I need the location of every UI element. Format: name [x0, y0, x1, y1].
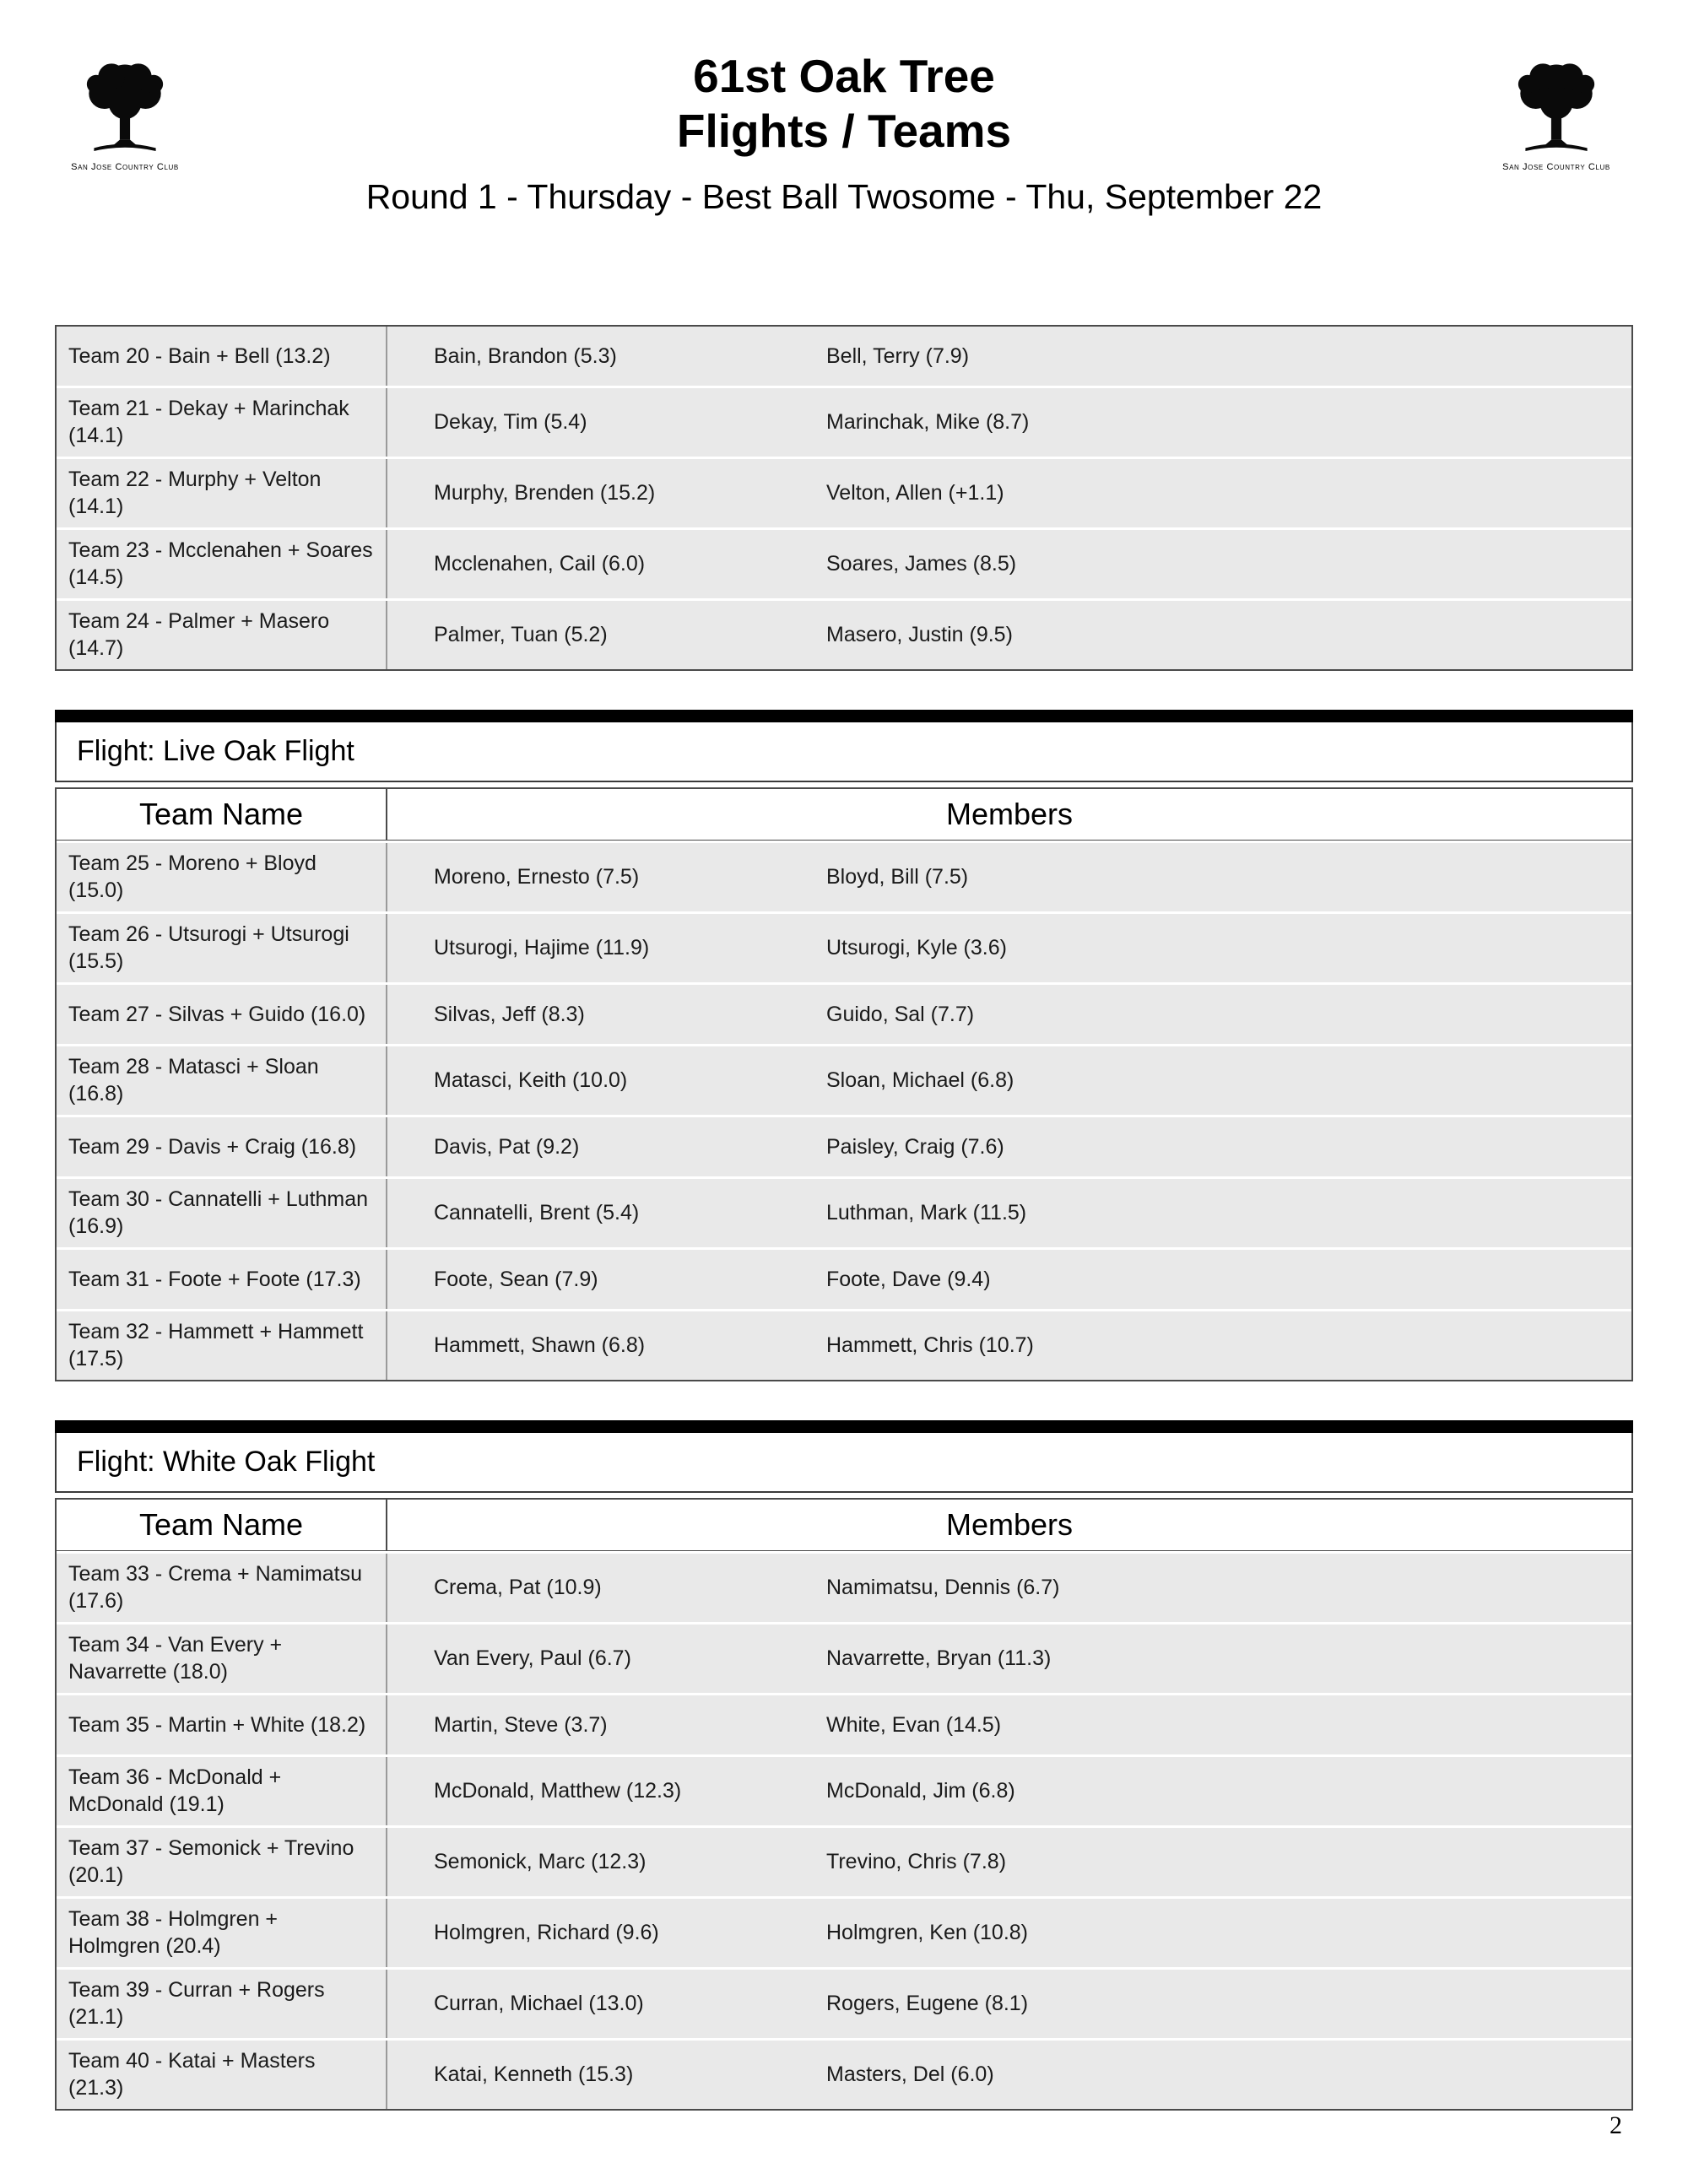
- member-1-cell: McDonald, Matthew (12.3): [434, 1779, 682, 1803]
- team-row: [57, 327, 1631, 386]
- member-2-cell: Marinchak, Mike (8.7): [826, 410, 1030, 435]
- member-2-cell: Luthman, Mark (11.5): [826, 1201, 1027, 1225]
- member-2-cell: Bell, Terry (7.9): [826, 343, 970, 368]
- member-2-cell: Navarrette, Bryan (11.3): [826, 1646, 1052, 1671]
- member-2-cell: White, Evan (14.5): [826, 1712, 1002, 1737]
- team-row: [57, 843, 1631, 911]
- column-header-members: Members: [945, 796, 1074, 831]
- member-1-cell: Van Every, Paul (6.7): [434, 1646, 631, 1671]
- team-name-cell: Team 22 - Murphy + Velton (14.1): [57, 459, 387, 527]
- member-1-cell: Holmgren, Richard (9.6): [434, 1921, 659, 1945]
- member-2-cell: Trevino, Chris (7.8): [826, 1850, 1007, 1874]
- team-row: [57, 1828, 1631, 1896]
- team-name-cell: Team 21 - Dekay + Marinchak (14.1): [57, 388, 387, 457]
- team-name-cell: Team 29 - Davis + Craig (16.8): [57, 1117, 387, 1176]
- member-2-cell: Velton, Allen (+1.1): [826, 481, 1004, 505]
- club-logo-right: [1480, 57, 1632, 172]
- member-1-cell: Davis, Pat (9.2): [434, 1134, 580, 1159]
- table-header-row: [57, 789, 1631, 841]
- team-name-cell: Team 28 - Matasci + Sloan (16.8): [57, 1046, 387, 1115]
- column-header-team-name: Team Name: [57, 1500, 387, 1550]
- flight-section: [55, 325, 1633, 671]
- member-1-cell: Moreno, Ernesto (7.5): [434, 865, 640, 889]
- team-row: [57, 1311, 1631, 1380]
- club-logo-caption: San Jose Country Club: [71, 162, 179, 172]
- team-name-cell: Team 39 - Curran + Rogers (21.1): [57, 1970, 387, 2038]
- title-block: [0, 49, 1688, 217]
- flights-tables: [55, 325, 1633, 2111]
- member-1-cell: Bain, Brandon (5.3): [434, 343, 617, 368]
- member-1-cell: Crema, Pat (10.9): [434, 1576, 602, 1600]
- member-2-cell: Rogers, Eugene (8.1): [826, 1992, 1029, 2016]
- flight-title: Flight: White Oak Flight: [55, 1433, 1633, 1493]
- team-name-cell: Team 31 - Foote + Foote (17.3): [57, 1250, 387, 1309]
- team-name-cell: Team 32 - Hammett + Hammett (17.5): [57, 1311, 387, 1380]
- member-2-cell: Utsurogi, Kyle (3.6): [826, 936, 1007, 960]
- team-row: [57, 388, 1631, 457]
- team-name-cell: Team 23 - Mcclenahen + Soares (14.5): [57, 530, 387, 598]
- team-row: [57, 1624, 1631, 1693]
- team-row: [57, 1899, 1631, 1967]
- member-2-cell: Hammett, Chris (10.7): [826, 1333, 1034, 1358]
- team-name-cell: Team 27 - Silvas + Guido (16.0): [57, 985, 387, 1044]
- member-2-cell: Namimatsu, Dennis (6.7): [826, 1576, 1060, 1600]
- table-header-row: [57, 1500, 1631, 1551]
- member-1-cell: Dekay, Tim (5.4): [434, 410, 587, 435]
- member-2-cell: Holmgren, Ken (10.8): [826, 1921, 1029, 1945]
- team-row: [57, 459, 1631, 527]
- flight-section: [55, 710, 1633, 1381]
- team-name-cell: Team 20 - Bain + Bell (13.2): [57, 327, 387, 386]
- flight-title: Flight: Live Oak Flight: [55, 722, 1633, 782]
- team-row: [57, 1554, 1631, 1622]
- team-row: [57, 1250, 1631, 1309]
- team-name-cell: Team 24 - Palmer + Masero (14.7): [57, 601, 387, 669]
- teams-table: [55, 1498, 1633, 2111]
- member-1-cell: Cannatelli, Brent (5.4): [434, 1201, 640, 1225]
- team-name-cell: Team 26 - Utsurogi + Utsurogi (15.5): [57, 914, 387, 982]
- member-1-cell: Matasci, Keith (10.0): [434, 1068, 628, 1093]
- member-2-cell: Sloan, Michael (6.8): [826, 1068, 1014, 1093]
- team-name-cell: Team 34 - Van Every + Navarrette (18.0): [57, 1624, 387, 1693]
- page-number: 2: [1610, 2111, 1622, 2139]
- member-1-cell: Mcclenahen, Cail (6.0): [434, 552, 646, 576]
- member-2-cell: McDonald, Jim (6.8): [826, 1779, 1015, 1803]
- team-row: [57, 1695, 1631, 1754]
- team-row: [57, 985, 1631, 1044]
- member-1-cell: Utsurogi, Hajime (11.9): [434, 936, 650, 960]
- round-subtitle: Round 1 - Thursday - Best Ball Twosome - Thu, September 22: [365, 176, 1323, 216]
- oak-tree-icon: [1493, 57, 1620, 160]
- member-1-cell: Hammett, Shawn (6.8): [434, 1333, 646, 1358]
- team-name-cell: Team 30 - Cannatelli + Luthman (16.9): [57, 1179, 387, 1247]
- member-2-cell: Bloyd, Bill (7.5): [826, 865, 969, 889]
- team-name-cell: Team 35 - Martin + White (18.2): [57, 1695, 387, 1754]
- team-row: [57, 1757, 1631, 1825]
- club-logo-left: [49, 57, 201, 172]
- member-1-cell: Murphy, Brenden (15.2): [434, 481, 656, 505]
- member-2-cell: Masters, Del (6.0): [826, 2062, 994, 2087]
- oak-tree-icon: [62, 57, 188, 160]
- column-header-members: Members: [945, 1506, 1074, 1542]
- team-row: [57, 1970, 1631, 2038]
- event-title: 61st Oak Tree: [693, 50, 995, 102]
- teams-table: [55, 787, 1633, 1381]
- member-2-cell: Foote, Dave (9.4): [826, 1267, 991, 1291]
- document-header: [0, 0, 1688, 217]
- member-2-cell: Paisley, Craig (7.6): [826, 1134, 1004, 1159]
- team-row: [57, 1117, 1631, 1176]
- flight-divider-bar: [55, 710, 1633, 722]
- column-header-team-name: Team Name: [57, 789, 387, 840]
- team-name-cell: Team 38 - Holmgren + Holmgren (20.4): [57, 1899, 387, 1967]
- flight-section: [55, 1420, 1633, 2111]
- team-row: [57, 2041, 1631, 2109]
- member-2-cell: Soares, James (8.5): [826, 552, 1017, 576]
- team-row: [57, 1046, 1631, 1115]
- team-row: [57, 601, 1631, 669]
- member-1-cell: Foote, Sean (7.9): [434, 1267, 598, 1291]
- team-row: [57, 914, 1631, 982]
- team-name-cell: Team 37 - Semonick + Trevino (20.1): [57, 1828, 387, 1896]
- member-1-cell: Silvas, Jeff (8.3): [434, 1002, 585, 1026]
- team-row: [57, 530, 1631, 598]
- team-name-cell: Team 40 - Katai + Masters (21.3): [57, 2041, 387, 2109]
- club-logo-caption: San Jose Country Club: [1502, 162, 1610, 172]
- team-name-cell: Team 33 - Crema + Namimatsu (17.6): [57, 1554, 387, 1622]
- team-name-cell: Team 25 - Moreno + Bloyd (15.0): [57, 843, 387, 911]
- team-name-cell: Team 36 - McDonald + McDonald (19.1): [57, 1757, 387, 1825]
- member-1-cell: Martin, Steve (3.7): [434, 1712, 608, 1737]
- team-row: [57, 1179, 1631, 1247]
- flight-divider-bar: [55, 1420, 1633, 1433]
- member-2-cell: Guido, Sal (7.7): [826, 1002, 975, 1026]
- member-1-cell: Palmer, Tuan (5.2): [434, 623, 608, 647]
- member-2-cell: Masero, Justin (9.5): [826, 623, 1013, 647]
- teams-table: [55, 325, 1633, 671]
- member-1-cell: Curran, Michael (13.0): [434, 1992, 644, 2016]
- member-1-cell: Semonick, Marc (12.3): [434, 1850, 647, 1874]
- member-1-cell: Katai, Kenneth (15.3): [434, 2062, 634, 2087]
- page-title: Flights / Teams: [676, 104, 1012, 157]
